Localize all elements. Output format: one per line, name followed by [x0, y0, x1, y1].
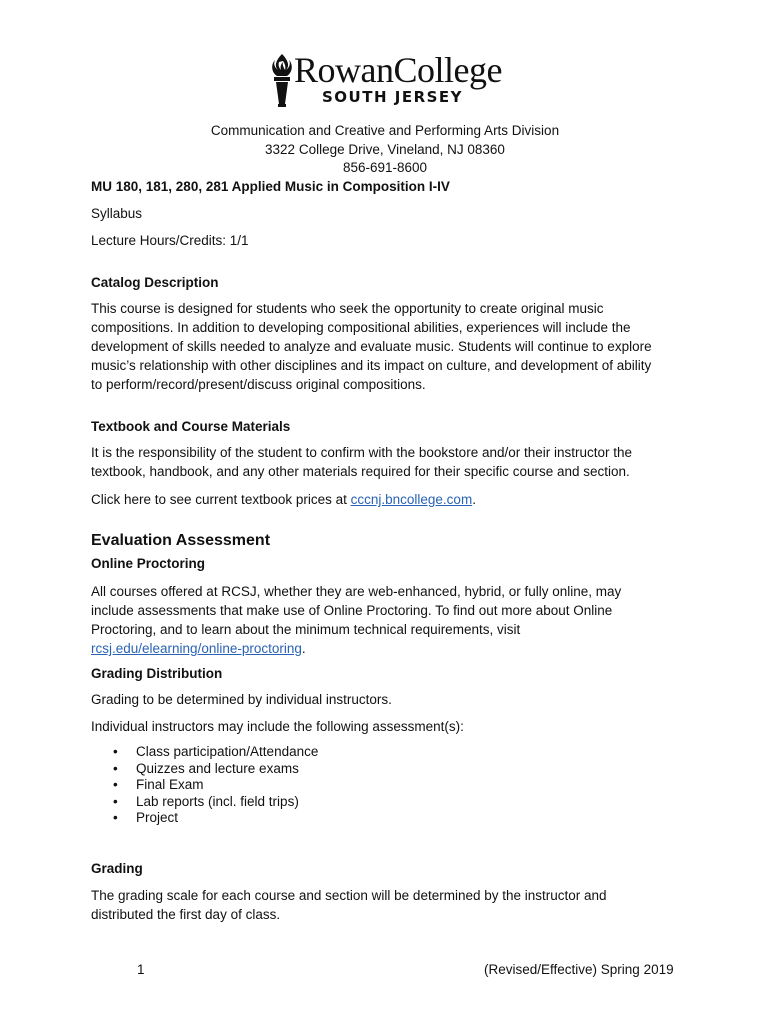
document-type: Syllabus [91, 206, 143, 221]
list-item [91, 810, 318, 827]
bookstore-link[interactable]: cccnj.bncollege.com [350, 492, 473, 507]
grading-description [91, 886, 681, 924]
list-item [91, 744, 318, 761]
catalog-description [91, 299, 681, 394]
textbook-line: textbook, handbook, and any other materials required for their specific course and section. [91, 464, 630, 479]
assessment-label: Quizzes and lecture exams [136, 760, 299, 776]
page-number: 1 [137, 962, 145, 977]
textbook-prices [91, 490, 476, 509]
list-item [91, 794, 318, 811]
assessment-list [91, 744, 318, 827]
textbook-prices-suffix: . [472, 492, 476, 507]
grading-distribution-text: Grading to be determined by individual instructors. [91, 692, 392, 707]
catalog-line: music’s relationship with other disciplines and its impact on culture, and development of ability [91, 358, 652, 373]
proctoring-line: All courses offered at RCSJ, whether they are web-enhanced, hybrid, or fully online, may [91, 584, 622, 599]
bullet-icon: • [113, 793, 118, 809]
proctoring-description [91, 582, 681, 658]
assessment-label: Class participation/Attendance [136, 744, 319, 759]
list-item [91, 777, 318, 794]
textbook-line: It is the responsibility of the student to confirm with the bookstore and/or their instructor the [91, 445, 633, 460]
proctoring-heading: Online Proctoring [91, 556, 206, 571]
catalog-line: to perform/record/present/discuss original compositions. [91, 377, 426, 392]
textbook-description [91, 443, 681, 481]
proctoring-line: include assessments that make use of Online Proctoring. To find out more about Online [91, 603, 613, 618]
revision-note: (Revised/Effective) Spring 2019 [484, 962, 674, 977]
textbook-prices-prefix: Click here to see current textbook prices at [91, 492, 351, 507]
catalog-line: This course is designed for students who seek the opportunity to create original music [91, 301, 604, 316]
grading-line: The grading scale for each course and section will be determined by the instructor and [91, 888, 607, 903]
list-item [91, 761, 318, 778]
evaluation-heading: Evaluation Assessment [91, 532, 271, 549]
bullet-icon: • [113, 810, 118, 825]
grading-heading: Grading [91, 861, 143, 876]
bullet-icon: • [113, 777, 118, 792]
proctoring-link-line [91, 639, 681, 658]
grading-distribution-heading: Grading Distribution [91, 666, 223, 681]
division-name: Communication and Creative and Performing Arts Division [210, 123, 560, 138]
grading-line: distributed the first day of class. [91, 907, 281, 922]
college-address: 3322 College Drive, Vineland, NJ 08360 [265, 142, 505, 157]
lecture-credits: Lecture Hours/Credits: 1/1 [91, 233, 249, 248]
college-logo [268, 50, 503, 110]
torch-icon [268, 52, 296, 108]
bullet-icon: • [113, 760, 118, 776]
course-title: MU 180, 181, 280, 281 Applied Music in Composition I-IV [91, 179, 450, 194]
proctoring-link[interactable]: rcsj.edu/elearning/online-proctoring [91, 641, 302, 656]
proctoring-line: Proctoring, and to learn about the minimum technical requirements, visit [91, 622, 521, 637]
logo-name: RowanCollege [294, 50, 502, 90]
bullet-icon: • [113, 744, 118, 759]
textbook-heading: Textbook and Course Materials [91, 419, 291, 434]
catalog-heading: Catalog Description [91, 275, 219, 290]
assessments-intro: Individual instructors may include the following assessment(s): [91, 719, 464, 734]
assessment-label: Project [136, 810, 179, 825]
catalog-line: compositions. In addition to developing compositional abilities, experiences will include the [91, 320, 631, 335]
catalog-line: development of skills needed to analyze and evaluate music. Students will continue to explore [91, 339, 652, 354]
proctoring-suffix: . [301, 641, 306, 656]
logo-subtitle: SOUTH JERSEY [322, 88, 464, 106]
assessment-label: Final Exam [136, 777, 204, 792]
college-phone: 856-691-8600 [342, 160, 428, 175]
assessment-label: Lab reports (incl. field trips) [136, 793, 299, 809]
